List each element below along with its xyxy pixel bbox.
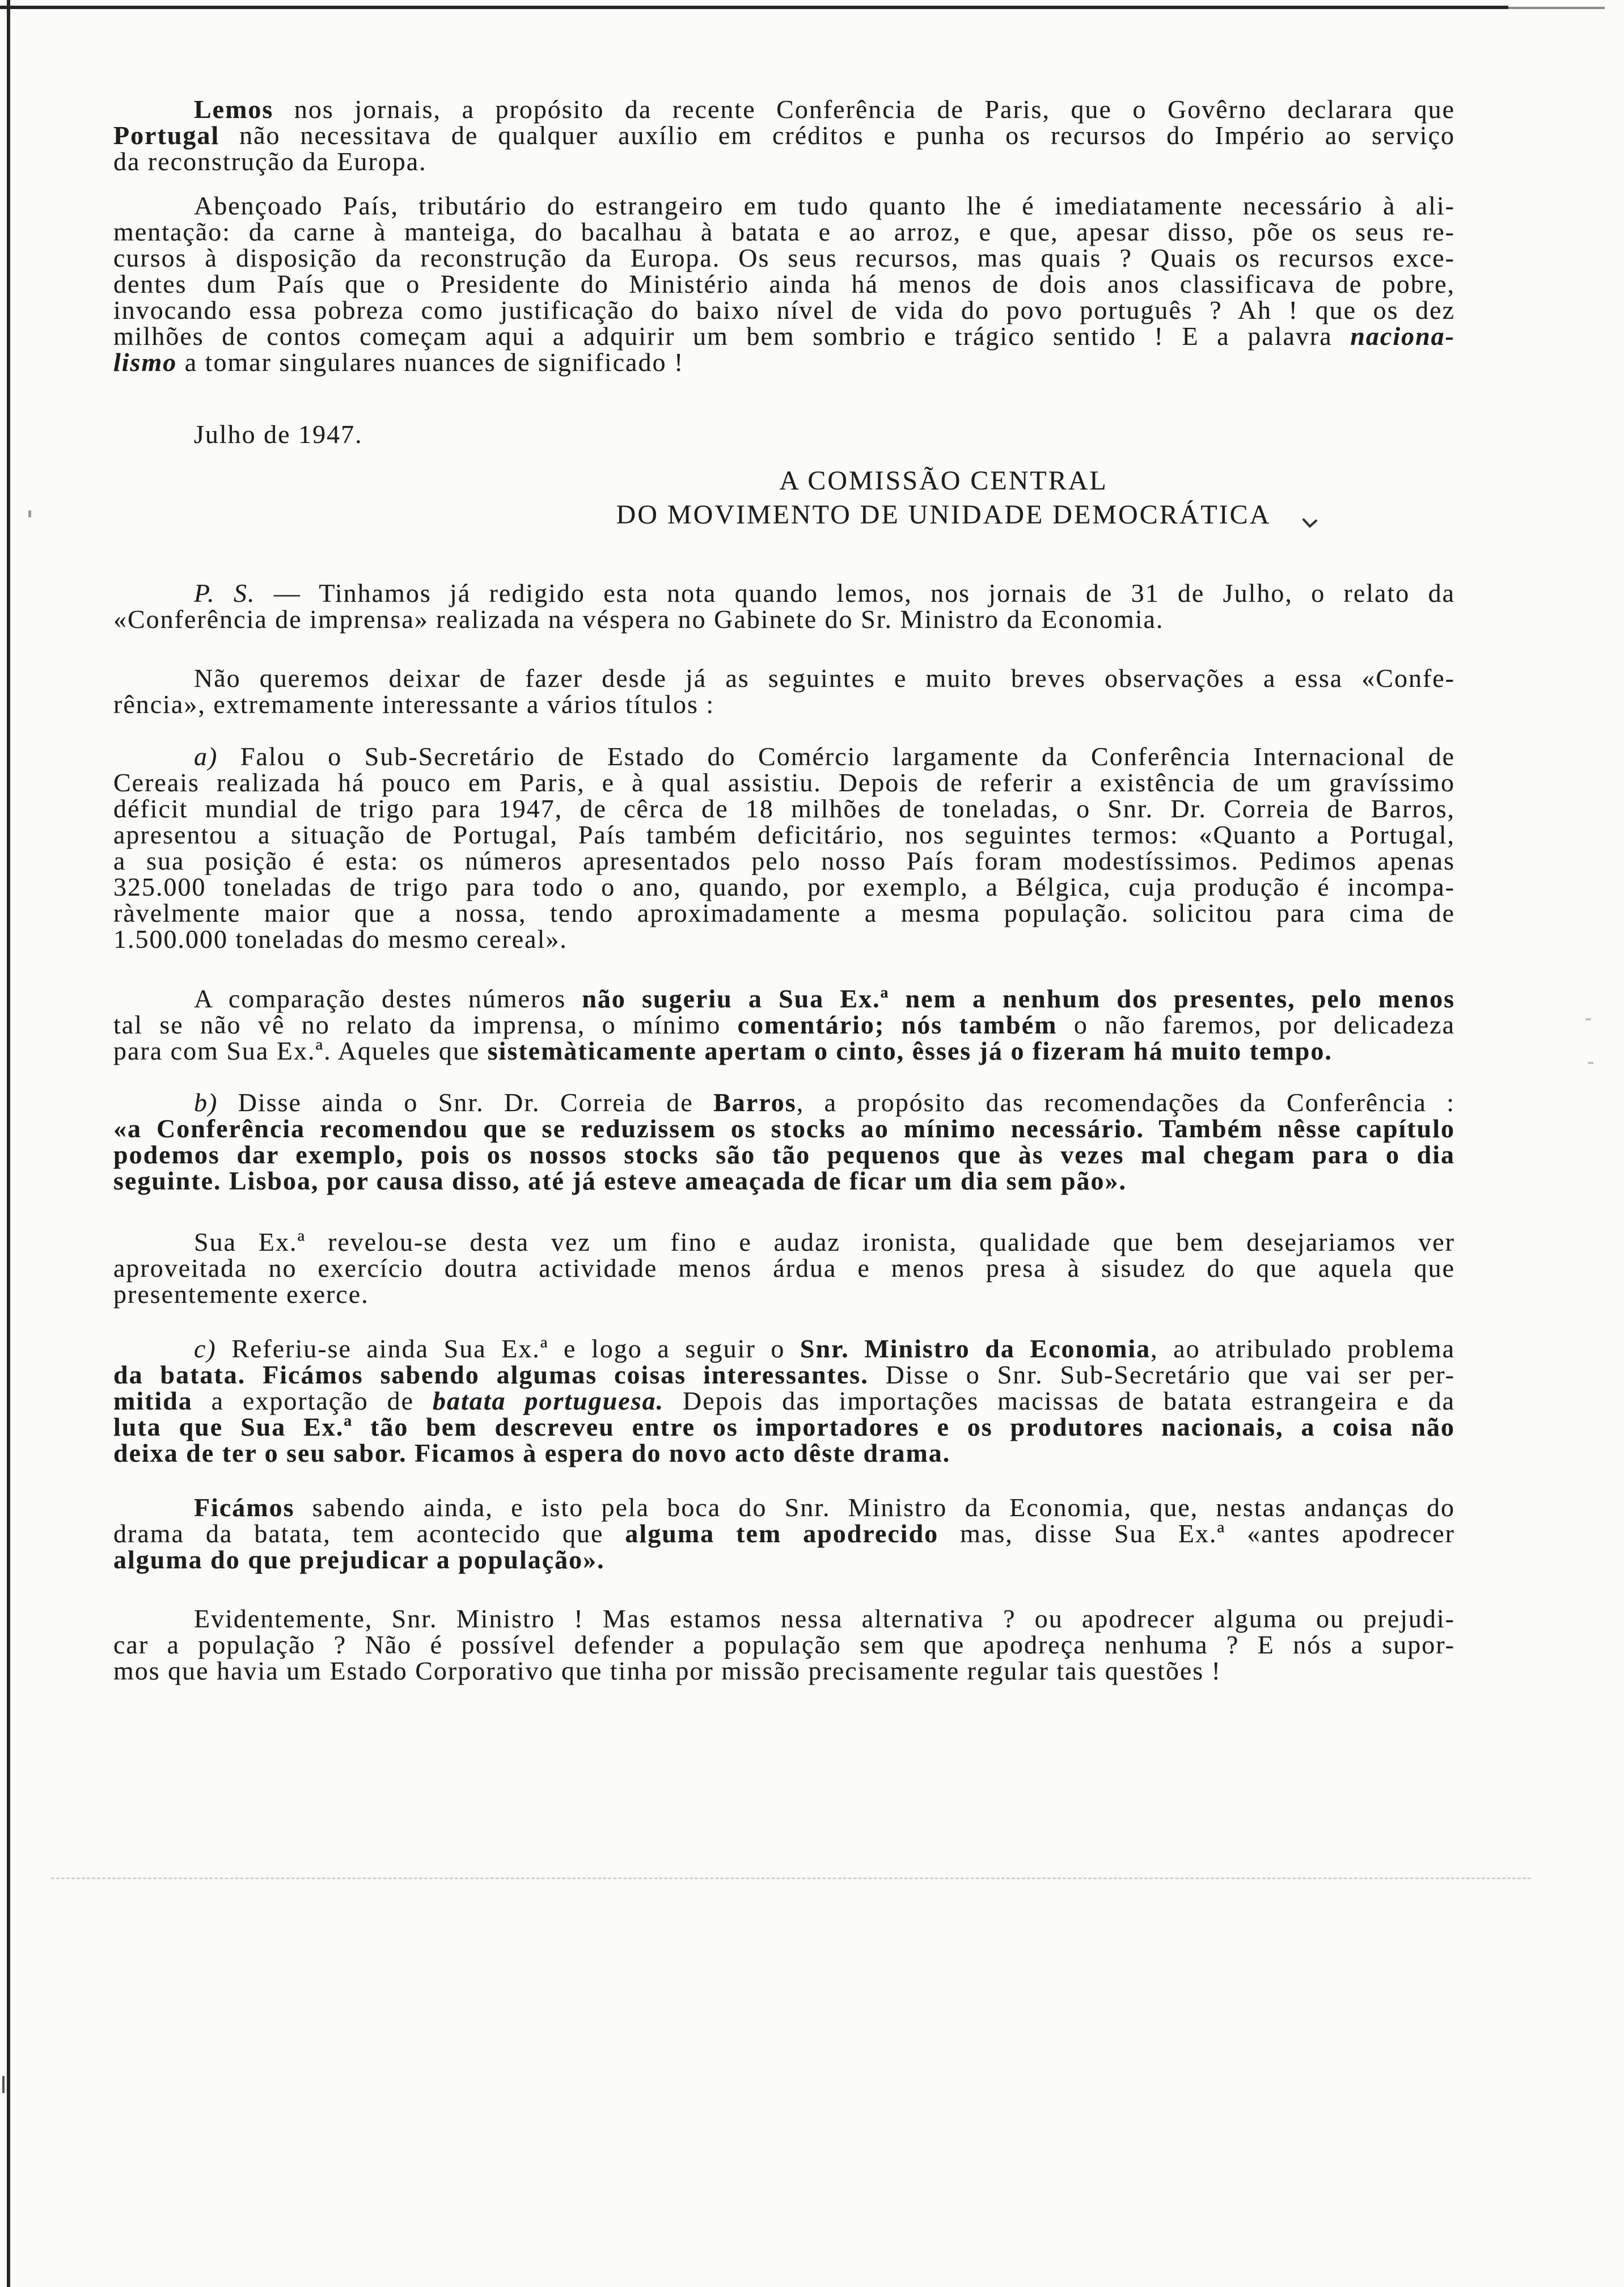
emphasized-text: P. S. <box>194 579 256 607</box>
text-line <box>113 1388 1455 1414</box>
text-segment: Falou o Sub-Secretário de Estado do Comércio largamente da Conferência Internacional de <box>218 742 1455 771</box>
emphasized-text: sistemàticamente apertam o cinto, êsses já o fizeram há muito tempo. <box>487 1036 1333 1065</box>
signature-block <box>567 464 1320 532</box>
text-line: a sua posição é esta: os números apresentados pelo nosso País foram modestíssimos. Pedimos apenas <box>113 846 1455 875</box>
emphasized-text: alguma tem apodrecido <box>625 1519 939 1548</box>
text-line <box>113 1012 1455 1038</box>
text-segment: Disse o Snr. Sub-Secretário que vai ser per- <box>868 1360 1455 1389</box>
scan-border-top-faint <box>1508 7 1605 9</box>
emphasized-text: «a Conferência recomendou que se reduzissem os stocks ao mínimo necessário. Também nêsse capítulo <box>113 1114 1455 1143</box>
text-line: Cereais realizada há pouco em Paris, e à qual assistiu. Depois de referir a existência de um gravíssimo <box>113 768 1455 797</box>
text-segment: Disse ainda o Snr. Dr. Correia de <box>218 1088 714 1117</box>
text-line: Abençoado País, tributário do estrangeiro em tudo quanto lhe é imediatamente necessário à ali- <box>194 191 1455 220</box>
emphasized-text: podemos dar exemplo, pois os nossos stocks são tão pequenos que às vezes mal chegam para o dia <box>113 1140 1455 1169</box>
text-line <box>113 1038 1455 1064</box>
postscript-observations-intro <box>113 665 1455 718</box>
text-line <box>113 986 1455 1012</box>
text-line: aproveitada no exercício doutra actividade menos árdua e menos presa à sisudez do que aquela que <box>113 1254 1455 1282</box>
text-segment: o não faremos, por delicadeza <box>1057 1010 1456 1039</box>
observation-a-wheat <box>113 744 1455 952</box>
observation-b-stocks <box>113 1090 1455 1194</box>
text-line <box>113 1547 1455 1573</box>
text-line: «Conferência de imprensa» realizada na véspera no Gabinete do Sr. Ministro da Economia. <box>113 605 1164 634</box>
text-segment: nos jornais, a propósito da recente Conferência de Paris, que o Govêrno declarara que <box>273 95 1455 124</box>
text-segment: tal se não vê no relato da imprensa, o mínimo <box>113 1010 738 1039</box>
text-line: déficit mundial de trigo para 1947, de cêrca de 18 milhões de toneladas, o Snr. Dr. Correia de Barros, <box>113 794 1455 823</box>
text-line: rência», extremamente interessante a vários títulos : <box>113 690 715 719</box>
emphasized-text: b) <box>194 1088 218 1117</box>
date-line: Julho de 1947. <box>194 420 363 449</box>
emphasized-text: Ficámos <box>194 1493 295 1522</box>
emphasized-text: a) <box>194 742 218 771</box>
text-line: invocando essa pobreza como justificação do baixo nível de vida do povo português ? Ah ! que os dez <box>113 296 1455 324</box>
emphasized-text: lismo <box>113 348 177 377</box>
text-line <box>113 1362 1455 1388</box>
text-segment: Depois das importações macissas de batata estrangeira e da <box>664 1386 1455 1415</box>
text-line: 325.000 toneladas de trigo para todo o ano, quando, por exemplo, a Bélgica, cuja produção é incompa- <box>113 872 1455 901</box>
text-line <box>113 1336 1455 1362</box>
text-line <box>113 1142 1455 1168</box>
emphasized-text: seguinte. Lisboa, por causa disso, até já esteve ameaçada de ficar um dia sem pão». <box>113 1166 1127 1195</box>
text-line <box>113 744 1455 770</box>
text-line: mentação: da carne à manteiga, do bacalhau à batata e ao arroz, e que, apesar disso, põe os seus re- <box>113 217 1455 246</box>
emphasized-text: comentário; nós também <box>737 1010 1058 1039</box>
text-segment: , ao atribulado problema <box>1151 1334 1455 1363</box>
text-segment: mas, disse Sua Ex.ª «antes apodrecer <box>938 1519 1455 1548</box>
text-line: da reconstrução da Europa. <box>113 147 427 176</box>
text-line: presentemente exerce. <box>113 1280 369 1309</box>
text-line <box>113 1414 1455 1440</box>
emphasized-text: Portugal <box>113 121 220 150</box>
postscript-intro <box>113 580 1455 632</box>
text-segment: A comparação destes números <box>194 984 582 1013</box>
paragraph-press-report <box>113 96 1455 175</box>
text-segment: milhões de contos começam aqui a adquirir um bem sombrio e trágico sentido ! E a palavra <box>113 322 1351 351</box>
text-line: ràvelmente maior que a nossa, tendo aproximadamente a mesma população. solicitou para cima de <box>113 898 1455 927</box>
text-segment: a exportação de <box>192 1386 433 1415</box>
text-line: cursos à disposição da reconstrução da Europa. Os seus recursos, mas quais ? Quais os recursos exce- <box>113 243 1455 272</box>
ink-speck <box>28 510 31 517</box>
ink-mark <box>1302 517 1318 530</box>
text-line <box>113 1116 1455 1142</box>
observation-c-potato <box>113 1336 1455 1466</box>
text-segment: sabendo ainda, e isto pela boca do Snr. Ministro da Economia, que, nestas andanças do <box>294 1493 1455 1522</box>
text-segment: a tomar singulares nuances de significado ! <box>177 348 684 377</box>
text-line: car a população ? Não é possível defender a população sem que apodreça nenhuma ? E nós a supor- <box>113 1630 1455 1659</box>
paragraph-potato-drama <box>113 1495 1455 1573</box>
emphasized-text: Snr. Ministro da Economia <box>800 1334 1151 1363</box>
text-line <box>113 1168 1455 1194</box>
emphasized-text: da batata. Ficámos sabendo algumas coisas interessantes. <box>113 1360 869 1389</box>
text-line: mos que havia um Estado Corporativo que tinha por missão precisamente regular tais questões ! <box>113 1656 1221 1685</box>
paragraph-ironist <box>113 1229 1455 1307</box>
paragraph-food-dependency <box>113 193 1455 375</box>
text-line <box>113 96 1455 123</box>
text-line <box>113 323 1455 349</box>
emphasized-text: Lemos <box>194 95 274 124</box>
signature-line-1: A COMISSÃO CENTRAL <box>779 466 1108 496</box>
text-line: 1.500.000 toneladas do mesmo cereal». <box>113 925 568 953</box>
ink-speck <box>1588 1062 1593 1064</box>
scan-faint-rule <box>51 1877 1531 1879</box>
emphasized-text: mitida <box>113 1386 193 1415</box>
text-segment: drama da batata, tem acontecido que <box>113 1519 625 1548</box>
text-line: Sua Ex.ª revelou-se desta vez um fino e audaz ironista, qualidade que bem desejariamos ver <box>194 1227 1455 1256</box>
text-line <box>113 1521 1455 1547</box>
ink-speck <box>2 2076 5 2093</box>
text-line: apresentou a situação de Portugal, País também deficitário, nos seguintes termos: «Quanto a Portugal, <box>113 820 1455 849</box>
text-line: Evidentemente, Snr. Ministro ! Mas estamos nessa alternativa ? ou apodrecer alguma ou prejudi- <box>194 1604 1455 1633</box>
text-line <box>113 1440 1455 1466</box>
emphasized-text: não sugeriu a Sua Ex.ª nem a nenhum dos presentes, pelo menos <box>582 984 1455 1013</box>
paragraph-closing <box>113 1606 1455 1684</box>
text-segment: não necessitava de qualquer auxílio em créditos e punha os recursos do Império ao serviço <box>219 121 1455 150</box>
text-line <box>113 1090 1455 1116</box>
text-line <box>113 123 1455 149</box>
emphasized-text: deixa de ter o seu sabor. Ficamos à espera do novo acto dêste drama. <box>113 1438 951 1467</box>
emphasized-text: Barros <box>713 1088 797 1117</box>
text-segment: — Tinhamos já redigido esta nota quando lemos, nos jornais de 31 de Julho, o relato da <box>255 579 1456 607</box>
text-segment: , a propósito das recomendações da Conferência : <box>796 1088 1456 1117</box>
text-line: Não queremos deixar de fazer desde já as seguintes e muito breves observações a essa «Confe- <box>194 664 1455 693</box>
paragraph-wheat-comparison <box>113 986 1455 1064</box>
emphasized-text: batata portuguesa. <box>432 1386 665 1415</box>
text-line <box>113 349 1455 375</box>
text-segment: para com Sua Ex.ª. Aqueles que <box>113 1036 488 1065</box>
emphasized-text: naciona- <box>1350 322 1455 351</box>
signature-line-2: DO MOVIMENTO DE UNIDADE DEMOCRÁTICA <box>616 500 1271 530</box>
emphasized-text: luta que Sua Ex.ª tão bem descreveu entre os importadores e os produtores nacionais, a coisa não <box>113 1412 1455 1441</box>
scan-border-left <box>7 0 10 2287</box>
ink-speck <box>1585 1018 1591 1020</box>
emphasized-text: alguma do que prejudicar a população». <box>113 1545 605 1574</box>
text-line <box>113 1495 1455 1521</box>
text-segment: Referiu-se ainda Sua Ex.ª e logo a seguir o <box>216 1334 800 1363</box>
text-line <box>113 580 1455 606</box>
text-line: dentes dum País que o Presidente do Ministério ainda há menos de dois anos classificava de pobre, <box>113 269 1455 298</box>
scan-border-top <box>0 6 1508 9</box>
emphasized-text: c) <box>194 1334 217 1363</box>
